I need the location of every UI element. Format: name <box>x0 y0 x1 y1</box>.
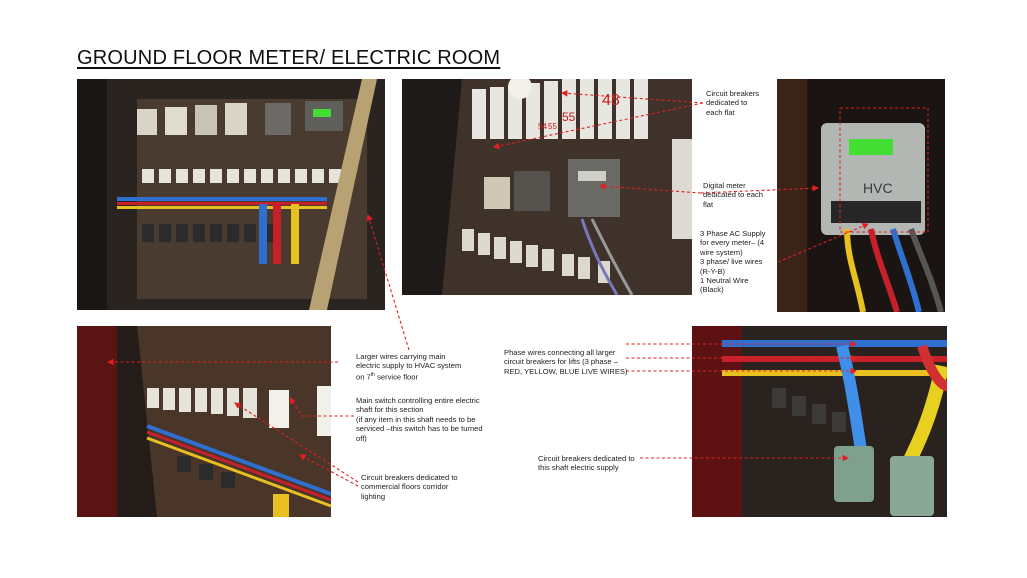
note-larger-wires-hvac: Larger wires carrying main electric supply to HVAC system on 7th service floor <box>356 352 462 382</box>
note-three-phase-supply: 3 Phase AC Supply for every meter– (4 wire system) 3 phase/ live wires (R-Y-B) 1 Neutral Wire (Black) <box>700 229 766 295</box>
photo-label-hvc: HVC <box>863 180 893 196</box>
page-title: GROUND FLOOR METER/ ELECTRIC ROOM <box>77 47 501 69</box>
photo-label-55: 55 <box>562 110 576 124</box>
note-digital-meter: Digital meter dedicated to each flat <box>703 181 763 209</box>
note-commercial-breakers: Circuit breakers dedicated to commercial floors corridor lighting <box>361 473 458 501</box>
photo-label-55b: 55 <box>548 122 557 131</box>
photo-label-54: 54 <box>538 122 547 131</box>
photo-label-48: 48 <box>602 92 620 109</box>
note-main-switch: Main switch controlling entire electric shaft for this section (if any item in this shaft needs to be serviced –this switch has to be turned off) <box>356 396 483 443</box>
note-circuit-breakers-flat: Circuit breakers dedicated to each flat <box>706 89 760 117</box>
note-shaft-breakers: Circuit breakers dedicated to this shaft electric supply <box>538 454 635 473</box>
note-phase-wires-lifts: Phase wires connecting all larger circuit breakers for lifts (3 phase – RED, YELLOW, BLUE LIVE WIRES) <box>504 348 628 376</box>
